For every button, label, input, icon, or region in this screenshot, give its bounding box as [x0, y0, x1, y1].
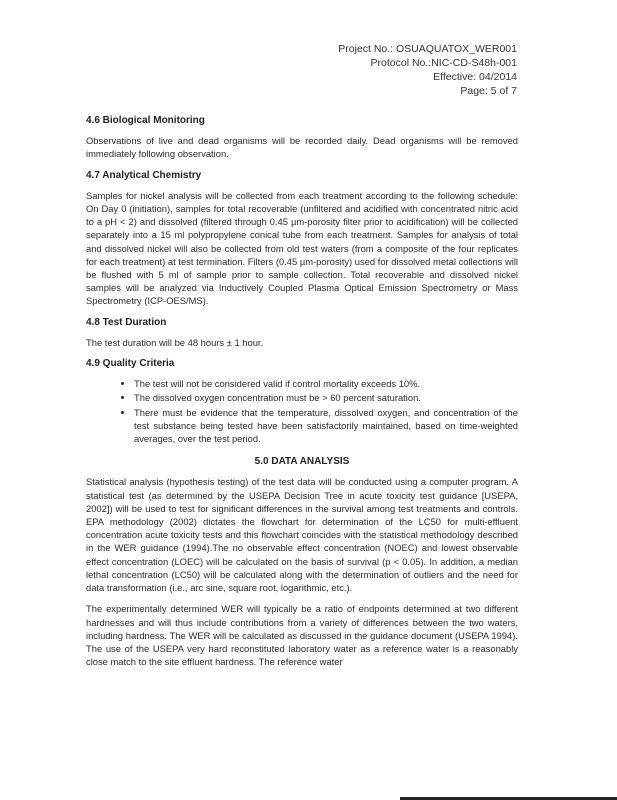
section-heading-4-8: 4.8 Test Duration: [86, 316, 167, 328]
section-heading-4-9: 4.9 Quality Criteria: [86, 358, 175, 370]
quality-criteria-list: [86, 377, 518, 445]
page-number: Page: 5 of 7: [460, 85, 517, 97]
list-item: • The test will not be considered valid if control mortality exceeds 10%.: [134, 377, 518, 390]
document-body: [86, 114, 518, 676]
list-item: • The dissolved oxygen concentration must be > 60 percent saturation.: [134, 391, 518, 404]
section-text-5-0-para1: Statistical analysis (hypothesis testing) of the test data will be conducted using a computer program. A statistical test (as determined by the USEPA Decision Tree in acute toxicity test guidance [USEPA, 2002]) will be used to test for significant differences in the survival among test treatments and controls. EPA methodology (2002) dictates the flowchart for determination of the LC50 for multi-effluent concentration acute toxicity tests and this flowchart coincides with the statistical methodology described in the WER guidance (1994).The no observable effect concentration (NOEC) and lowest observable effect concentration (LOEC) will be calculated on the basis of survival (p < 0.05). In addition, a median lethal concentration (LC50) will be calculated along with the determination of outliers and the need for data transformation (i.e., arc sine, square root, logarithmic, etc.).: [86, 476, 518, 594]
protocol-number: Protocol No.:NIC-CD-S48h-001: [370, 57, 517, 69]
section-heading-5-0: 5.0 DATA ANALYSIS: [254, 456, 350, 468]
effective-date: Effective: 04/2014: [433, 71, 517, 83]
section-heading-4-7: 4.7 Analytical Chemistry: [86, 169, 202, 181]
section-text-4-7: Samples for nickel analysis will be collected from each treatment according to the following schedule: On Day 0 (initiation), samples for total recoverable (unfiltered and acidified with concentrated nitric acid to a pH < 2) and dissolved (filtered through 0.45 µm-porosity filter prior to acidification) will be collected separately into a 15 ml polypropylene conical tube from each treatment. Samples for analysis of total and dissolved nickel will also be collected from old test waters (from a composite of the four replicates for each treatment) at test termination. Filters (0.45 µm-porosity) used for dissolved metal collections will be flushed with 5 ml of sample prior to sample collection. Total recoverable and dissolved nickel samples will be analyzed via Inductively Coupled Plasma Optical Emission Spectrometry or Mass Spectrometry (ICP-OES/MS).: [86, 189, 518, 307]
page-header: [338, 42, 517, 98]
section-text-5-0-para2: The experimentally determined WER will typically be a ratio of endpoints determined at two different hardnesses and will thus include contributions from a variety of differences between the two waters, including hardness. The WER will be calculated as discussed in the guidance document (USEPA 1994). The use of the USEPA very hard reconstituted laboratory water as a reference water is a reasonably close match to the site effluent hardness. The reference water: [86, 603, 518, 668]
section-text-4-6: Observations of live and dead organisms will be recorded daily. Dead organisms will be removed immediately following observation.: [86, 135, 518, 160]
project-number: Project No.: OSUAQUATOX_WER001: [338, 43, 517, 55]
list-item: • There must be evidence that the temperature, dissolved oxygen, and concentration of the test substance being tested have been satisfactorily maintained, based on time-weighted averages, over the test period.: [134, 406, 518, 446]
section-text-4-8: The test duration will be 48 hours ± 1 hour.: [86, 336, 264, 348]
section-heading-4-6: 4.6 Biological Monitoring: [86, 115, 205, 126]
